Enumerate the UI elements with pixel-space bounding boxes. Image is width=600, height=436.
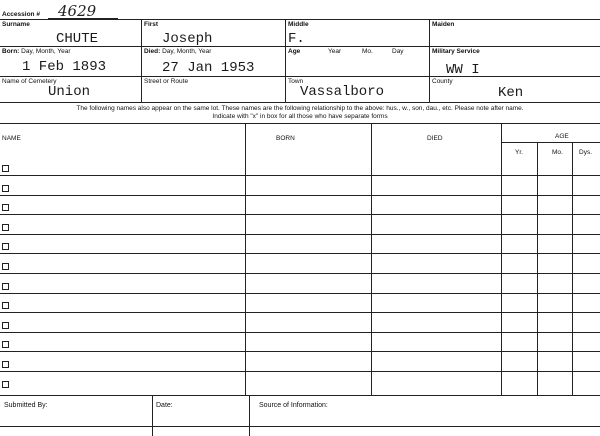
accession-label: Accession # xyxy=(2,11,40,18)
separate-form-checkbox[interactable] xyxy=(2,322,9,329)
col-header-born: BORN xyxy=(276,135,295,142)
row1-bottom-rule xyxy=(0,46,600,47)
submitted-by-label: Submitted By: xyxy=(4,402,48,409)
cemetery-value[interactable]: Union xyxy=(48,84,91,100)
age-header-rule xyxy=(501,142,600,143)
footer-bottom-rule xyxy=(0,426,600,427)
accession-number[interactable]: 4629 xyxy=(58,2,97,20)
born-date-value[interactable]: 1 Feb 1893 xyxy=(22,59,107,75)
table-row-rule xyxy=(0,293,600,294)
military-service-label: Military Service xyxy=(432,48,480,55)
top-rows-divider-3 xyxy=(429,19,430,102)
table-row-rule xyxy=(0,195,600,196)
table-row-rule xyxy=(0,253,600,254)
first-name-value[interactable]: Joseph xyxy=(162,31,213,47)
table-row-rule xyxy=(0,214,600,215)
table-row-rule xyxy=(0,332,600,333)
separate-form-checkbox[interactable] xyxy=(2,224,9,231)
col-header-yr: Yr. xyxy=(515,149,523,156)
street-label: Street or Route xyxy=(144,78,189,85)
age-month-label: Mo. xyxy=(362,48,373,55)
cemetery-label: Name of Cemetery xyxy=(2,78,57,85)
table-row-rule xyxy=(0,351,600,352)
source-of-information-label: Source of Information: xyxy=(259,402,328,409)
footer-divider-1 xyxy=(152,395,153,436)
col-divider-dys xyxy=(572,142,573,395)
age-year-label: Year xyxy=(328,48,342,55)
separate-form-checkbox[interactable] xyxy=(2,381,9,388)
table-row-rule xyxy=(0,175,600,176)
first-name-label: First xyxy=(144,21,159,28)
table-row-rule xyxy=(0,234,600,235)
col-header-dys: Dys. xyxy=(579,149,592,156)
county-value[interactable]: Ken xyxy=(498,85,524,101)
col-header-age: AGE xyxy=(555,133,569,140)
col-divider-born xyxy=(245,123,246,395)
footer-top-rule xyxy=(0,395,600,396)
town-label: Town xyxy=(288,78,304,85)
age-label: Age xyxy=(288,48,301,55)
col-divider-mo xyxy=(537,142,538,395)
middle-name-value[interactable]: F. xyxy=(288,31,305,47)
col-header-name: NAME xyxy=(2,135,21,142)
row2-bottom-rule xyxy=(0,76,600,77)
col-divider-died xyxy=(371,123,372,395)
surname-value[interactable]: CHUTE xyxy=(56,31,99,47)
row3-bottom-rule xyxy=(0,102,600,103)
instructions-line-2: Indicate with "x" in box for all those who have separate forms xyxy=(212,113,388,120)
middle-name-label: Middle xyxy=(288,21,309,28)
age-day-label: Day xyxy=(392,48,404,55)
town-value[interactable]: Vassalboro xyxy=(300,84,385,100)
born-label: Born: Day, Month, Year xyxy=(2,48,71,55)
col-divider-age xyxy=(501,123,502,395)
table-top-rule xyxy=(0,123,600,124)
died-label: Died: Day, Month, Year xyxy=(144,48,212,55)
top-rows-divider-1 xyxy=(141,19,142,102)
form-top-border xyxy=(0,19,600,20)
col-header-died: DIED xyxy=(427,135,443,142)
table-row-rule xyxy=(0,371,600,372)
table-row-rule xyxy=(0,312,600,313)
col-header-mo: Mo. xyxy=(552,149,563,156)
separate-form-checkbox[interactable] xyxy=(2,243,9,250)
footer-divider-2 xyxy=(249,395,250,436)
military-service-value[interactable]: WW I xyxy=(446,62,480,78)
surname-label: Surname xyxy=(2,21,30,28)
table-row-rule xyxy=(0,273,600,274)
separate-form-checkbox[interactable] xyxy=(2,185,9,192)
separate-form-checkbox[interactable] xyxy=(2,204,9,211)
separate-form-checkbox[interactable] xyxy=(2,302,9,309)
died-date-value[interactable]: 27 Jan 1953 xyxy=(162,60,255,76)
separate-form-checkbox[interactable] xyxy=(2,263,9,270)
date-label: Date: xyxy=(156,402,173,409)
instructions-line-1: The following names also appear on the same lot. These names are the following relationship to the above: hus., w., son, dau., etc. Please note after name. xyxy=(76,105,524,112)
county-label: County xyxy=(432,78,453,85)
separate-form-checkbox[interactable] xyxy=(2,361,9,368)
maiden-name-label: Maiden xyxy=(432,21,455,28)
separate-form-checkbox[interactable] xyxy=(2,341,9,348)
separate-form-checkbox[interactable] xyxy=(2,165,9,172)
separate-form-checkbox[interactable] xyxy=(2,283,9,290)
top-rows-divider-2 xyxy=(285,19,286,102)
